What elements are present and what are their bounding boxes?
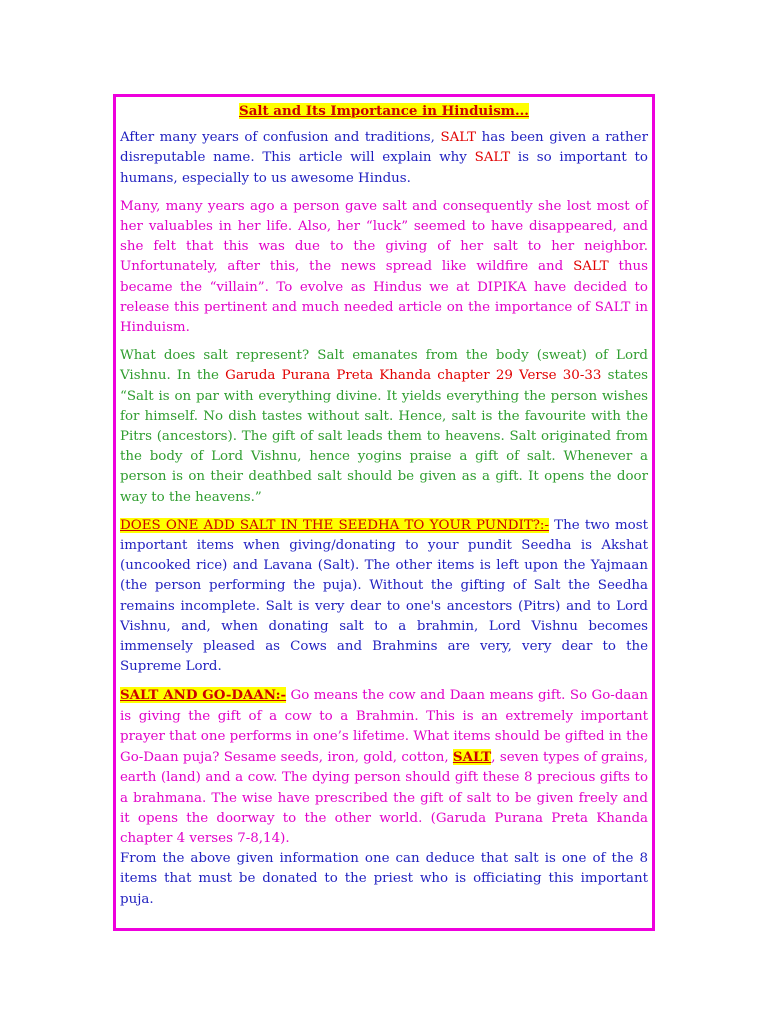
paragraph-godaan [120,685,648,849]
godaan-text-2: , seven types of grains, earth (land) and a cow. The dying person should gift these 8 precious gifts to a brahmana. The wise have prescribed the gift of salt to be given freely and it opens the doorway to the other world. (Garuda Purana Preta Khanda chapter 4 verses 7-8,14). [120,750,648,846]
intro-text-3: is so important to humans, especially to us awesome Hindus. [120,150,648,186]
history-text-1: Many, many years ago a person gave salt and consequently she lost most of her valuables in her life. Also, her “luck” seemed to have disappeared, and she felt that this was due to the giving of her salt to her neighbor. Unfortunately, after this, the news spread like wildfire and [120,198,648,275]
godaan-text-1: Go means the cow and Daan means gift. So Go-daan is giving the gift of a cow to a Brahmin. This is an extremely important prayer that one performs in one’s lifetime. What items should be gifted in the Go-Daan puja? Sesame seeds, iron, gold, cotton, [120,688,648,766]
intro-salt-1: SALT [440,130,477,146]
paragraph-history [120,197,648,338]
history-salt: SALT [573,259,609,275]
represent-citation: Garuda Purana Preta Khanda chapter 29 Verse 30-33 [225,368,602,384]
paragraph-represent [120,346,648,508]
article-title-text: Salt and Its Importance in Hinduism... [239,103,529,119]
intro-text-1: After many years of confusion and traditions, [120,130,441,146]
article-title [120,101,648,121]
article-body [116,97,652,910]
article-frame [113,94,655,931]
paragraph-seedha [120,516,648,678]
represent-text-2: states “Salt is on par with everything divine. It yields everything the person wishes for himself. No dish tastes without salt. Hence, salt is the favourite with the Pitrs (ancestors). The gift of salt leads them to heavens. Salt originated from the body of Lord Vishnu, hence yogins praise a gift of salt. Whenever a person is on their deathbed salt should be given as a gift. It opens the door way to the heavens.” [120,368,648,505]
seedha-text: The two most important items when giving/donating to your pundit Seedha is Akshat (uncooked rice) and Lavana (Salt). The other items is left upon the Yajmaan (the person performing the puja). Without the gifting of Salt the Seedha remains incomplete. Salt is very dear to one's ancestors (Pitrs) and to Lord Vishnu, and, when donating salt to a brahmin, Lord Vishnu becomes immensely pleased as Cows and Brahmins are very, very dear to the Supreme Lord. [120,517,648,675]
history-text-2: thus became the “villain”. To evolve as Hindus we at DIPIKA have decided to release this pertinent and much needed article on the importance of SALT in Hinduism. [120,259,648,336]
paragraph-conclusion [120,849,648,910]
intro-text-2: has been given a rather disreputable name. This article will explain why [120,130,648,166]
seedha-heading: DOES ONE ADD SALT IN THE SEEDHA TO YOUR PUNDIT?:- [120,517,549,533]
conclusion-text: From the above given information one can deduce that salt is one of the 8 items that must be donated to the priest who is officiating this important puja. [120,851,648,907]
intro-salt-2: SALT [474,150,511,166]
godaan-heading: SALT AND GO-DAAN:- [120,687,287,704]
represent-text-1: What does salt represent? Salt emanates from the body (sweat) of Lord Vishnu. In the [120,348,648,384]
paragraph-intro [120,128,648,189]
godaan-salt: SALT [452,749,492,766]
